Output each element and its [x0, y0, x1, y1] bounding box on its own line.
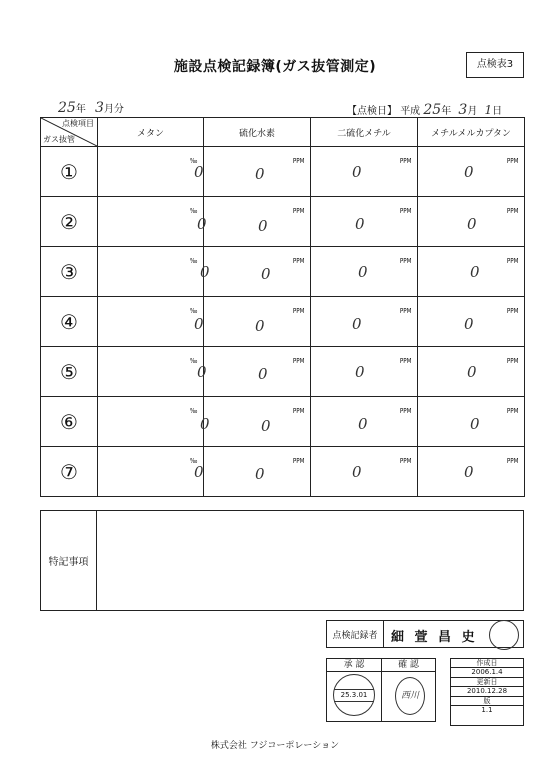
unit-label: PPM — [399, 207, 411, 215]
unit-label: PPM — [506, 357, 518, 365]
column-header-0: メタン — [98, 118, 204, 147]
measurement-value: 0 — [352, 463, 362, 481]
unit-label: PPM — [292, 257, 304, 265]
measurement-value: 0 — [352, 163, 362, 181]
measurement-cell[interactable] — [204, 347, 311, 397]
measurement-cell[interactable] — [418, 297, 525, 347]
period-month-suffix: 月分 — [103, 104, 124, 115]
notes-label: 特記事項 — [41, 511, 97, 610]
approval-box — [326, 658, 436, 722]
updated-label: 更新日 — [451, 678, 523, 687]
measurement-value: 0 — [200, 263, 210, 281]
measurement-cell[interactable] — [98, 247, 210, 297]
unit-label: PPM — [506, 457, 518, 465]
document-title: 施設点検記録簿(ガス抜管測定) — [173, 59, 377, 75]
version-box — [450, 658, 524, 726]
pipe-number: ⑦ — [41, 447, 98, 497]
approve-stamp-date: 25.3.01 — [334, 689, 374, 702]
measurement-value: 0 — [255, 317, 265, 335]
unit-label: PPM — [506, 307, 518, 315]
measurement-value: 0 — [358, 263, 368, 281]
unit-label: PPM — [506, 407, 518, 415]
measurement-value: 0 — [355, 363, 365, 381]
approve-stamp — [333, 674, 375, 716]
unit-label: PPM — [292, 407, 304, 415]
measurement-value: 0 — [197, 363, 207, 381]
corner-cell — [41, 118, 98, 147]
measurement-cell[interactable] — [311, 197, 418, 247]
measurement-cell[interactable] — [204, 297, 311, 347]
unit-label: PPM — [506, 257, 518, 265]
version-number: 1.1 — [481, 705, 493, 714]
recorder-name: 細 萱 昌 史 — [391, 630, 478, 645]
measurement-cell[interactable] — [418, 397, 525, 447]
column-header-1: 硫化水素 — [204, 118, 311, 147]
measurement-cell[interactable] — [418, 447, 525, 497]
inspection-date-month: 3 — [458, 102, 468, 118]
measurement-cell[interactable] — [418, 247, 525, 297]
measurement-value: 0 — [470, 415, 480, 433]
inspection-date-era: 平成 — [400, 106, 421, 117]
measurement-cell[interactable] — [311, 347, 418, 397]
pipe-number: ⑤ — [41, 347, 98, 397]
measurement-value: 0 — [467, 215, 477, 233]
measurement-cell[interactable] — [311, 397, 418, 447]
period — [58, 100, 124, 116]
column-header-2: 二硫化メチル — [311, 118, 418, 147]
pipe-number: ② — [41, 197, 98, 247]
unit-label: ‰ — [189, 157, 197, 165]
measurement-cell[interactable] — [98, 397, 210, 447]
header-row — [41, 118, 525, 147]
measurement-cell[interactable] — [98, 447, 204, 497]
measurement-value: 0 — [467, 363, 477, 381]
unit-label: PPM — [399, 357, 411, 365]
measurement-value: 0 — [355, 215, 365, 233]
created-date: 2006.1.4 — [451, 668, 523, 677]
unit-label: ‰ — [189, 357, 197, 365]
measurement-value: 0 — [194, 163, 204, 181]
table-row — [41, 347, 525, 397]
inspection-date-day: 1 — [484, 103, 493, 117]
measurement-value: 0 — [464, 163, 474, 181]
table-row — [41, 397, 525, 447]
inspection-date-year-suffix: 年 — [441, 106, 452, 117]
confirm-stamp-name: 西川 — [400, 691, 419, 701]
unit-label: ‰ — [189, 307, 197, 315]
measurement-cell[interactable] — [311, 447, 418, 497]
version-label: 版 — [451, 697, 523, 706]
measurement-value: 0 — [352, 315, 362, 333]
inspection-date-month-suffix: 月 — [467, 106, 478, 117]
created-label: 作成日 — [451, 659, 523, 668]
inspection-date-day-suffix: 日 — [492, 106, 503, 117]
unit-label: PPM — [399, 157, 411, 165]
measurement-value: 0 — [261, 265, 271, 283]
recorder-seal — [489, 620, 519, 650]
measurement-value: 0 — [194, 315, 204, 333]
measurement-cell[interactable] — [204, 197, 311, 247]
updated-date: 2010.12.28 — [451, 687, 523, 696]
table-row — [41, 197, 525, 247]
measurement-cell[interactable] — [418, 197, 525, 247]
unit-label: PPM — [292, 157, 304, 165]
corner-top-label: 点検項目 — [62, 119, 94, 128]
recorder-box — [326, 620, 524, 648]
measurement-cell[interactable] — [98, 297, 204, 347]
measurement-value: 0 — [255, 165, 265, 183]
table-row — [41, 447, 525, 497]
measurement-cell[interactable] — [204, 397, 311, 447]
unit-label: PPM — [399, 457, 411, 465]
measurement-value: 0 — [258, 217, 268, 235]
unit-label: ‰ — [189, 257, 197, 265]
notes-box — [40, 510, 524, 611]
unit-label: PPM — [399, 257, 411, 265]
measurement-cell[interactable] — [98, 147, 204, 197]
measurement-value: 0 — [358, 415, 368, 433]
recorder-label: 点検記録者 — [327, 621, 384, 647]
column-header-3: メチルメルカプタン — [418, 118, 525, 147]
measurement-cell[interactable] — [98, 197, 207, 247]
pipe-number: ⑥ — [41, 397, 98, 447]
measurement-cell[interactable] — [418, 147, 525, 197]
inspection-date-year: 25 — [423, 102, 442, 118]
unit-label: ‰ — [189, 207, 197, 215]
pipe-number: ① — [41, 147, 98, 197]
measurement-cell[interactable] — [204, 247, 311, 297]
gas-measurement-table — [40, 117, 525, 497]
measurement-cell[interactable] — [418, 347, 525, 397]
confirm-stamp — [395, 677, 425, 715]
period-year-suffix: 年 — [75, 104, 86, 115]
inspection-date — [347, 102, 502, 118]
unit-label: ‰ — [189, 407, 197, 415]
unit-label: PPM — [292, 457, 304, 465]
measurement-cell[interactable] — [98, 347, 207, 397]
measurement-value: 0 — [200, 415, 210, 433]
confirm-label: 確 認 — [382, 659, 435, 672]
measurement-cell[interactable] — [204, 147, 311, 197]
measurement-value: 0 — [464, 463, 474, 481]
period-month: 3 — [95, 100, 104, 116]
measurement-value: 0 — [464, 315, 474, 333]
period-year: 25 — [58, 100, 76, 116]
pipe-number: ③ — [41, 247, 98, 297]
pipe-number: ④ — [41, 297, 98, 347]
measurement-cell[interactable] — [204, 447, 311, 497]
unit-label: PPM — [292, 307, 304, 315]
measurement-cell[interactable] — [311, 147, 418, 197]
measurement-value: 0 — [258, 365, 268, 383]
corner-bottom-label: ガス抜管 — [43, 135, 75, 144]
measurement-value: 0 — [470, 263, 480, 281]
form-number: 点検表3 — [466, 52, 524, 78]
unit-label: PPM — [506, 157, 518, 165]
unit-label: PPM — [506, 207, 518, 215]
inspection-date-label: 【点検日】 — [347, 106, 397, 117]
table-row — [41, 247, 525, 297]
unit-label: PPM — [292, 207, 304, 215]
table-row — [41, 147, 525, 197]
company-name: 株式会社 フジコーポレーション — [210, 741, 340, 751]
unit-label: PPM — [399, 307, 411, 315]
table-row — [41, 297, 525, 347]
measurement-cell[interactable] — [311, 297, 418, 347]
unit-label: ‰ — [189, 457, 197, 465]
measurement-cell[interactable] — [311, 247, 418, 297]
measurement-value: 0 — [194, 463, 204, 481]
measurement-value: 0 — [261, 417, 271, 435]
measurement-value: 0 — [197, 215, 207, 233]
measurement-value: 0 — [255, 465, 265, 483]
unit-label: PPM — [399, 407, 411, 415]
approve-label: 承 認 — [327, 659, 382, 672]
unit-label: PPM — [292, 357, 304, 365]
